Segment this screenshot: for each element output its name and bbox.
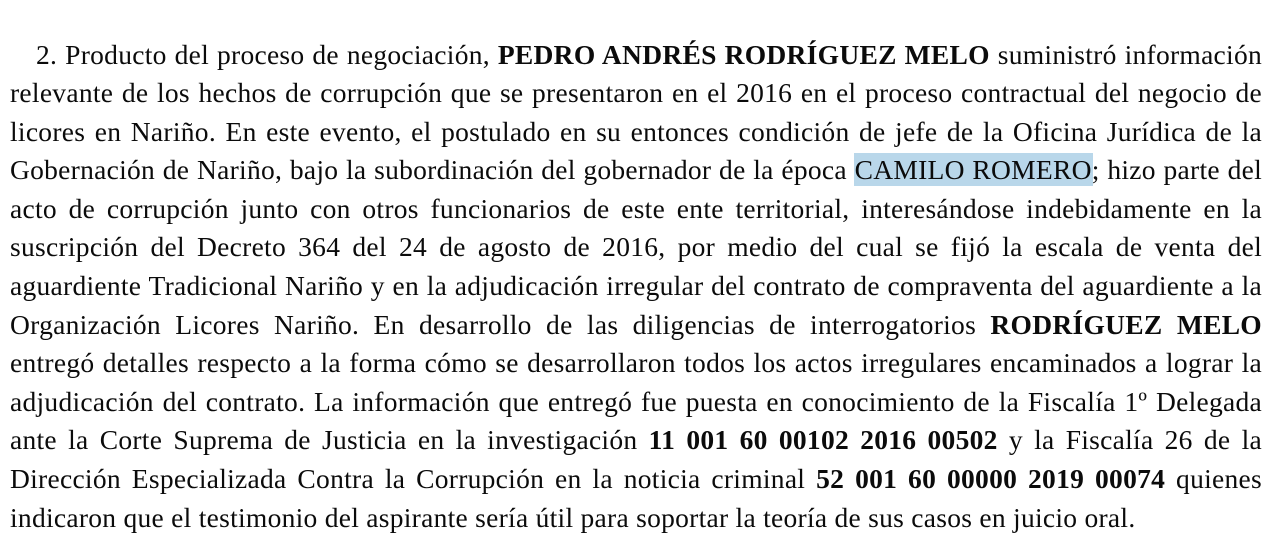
highlighted-text: CAMILO ROMERO — [855, 154, 1092, 185]
text-run: suministró información relevante de los hechos de corrupción que se presentaron en el 2016 en el proceso contractual del negocio de licores en Nariño. En este evento, el postulado en su entonces condición de jefe de la Oficina Jurídica de la Gobernación de Nariño, bajo la subordinación del gobernador de la época — [10, 39, 1262, 186]
text-run: entregó detalles respecto a la forma cómo se desarrollaron todos los actos irregulares encaminados a lograr la adjudicación del contrato. La información que entregó fue puesta en conocimiento de la Fiscalía 1º Delegada ante la Corte Suprema de Justicia en la investigación — [10, 347, 1262, 455]
emphasized-text: 52 001 60 00000 2019 00074 — [816, 463, 1165, 494]
paragraph-number: 2. — [36, 39, 57, 70]
text-run: Producto del proceso de negociación, — [65, 39, 498, 70]
text-run: quienes indicaron que el testimonio del aspirante sería útil para soportar la teoría de sus casos en juicio oral. — [10, 463, 1262, 533]
emphasized-text: RODRÍGUEZ MELO — [990, 309, 1262, 340]
text-run: y la Fiscalía 26 de la Dirección Especializada Contra la Corrupción en la noticia criminal — [10, 424, 1262, 494]
text-run: ; hizo parte del acto de corrupción junto con otros funcionarios de este ente territorial, interesándose indebidamente en la suscripción del Decreto 364 del 24 de agosto de 2016, por medio del cual se fijó la escala de venta del aguardiente Tradicional Nariño y en la adjudicación irregular del contrato de compraventa del aguardiente a la Organización Licores Nariño. En desarrollo de las diligencias de interrogatorios — [10, 154, 1262, 339]
emphasized-text: PEDRO ANDRÉS RODRÍGUEZ MELO — [498, 39, 990, 70]
emphasized-text: 11 001 60 00102 2016 00502 — [649, 424, 998, 455]
paragraph-body — [10, 36, 1262, 537]
paragraph-text — [10, 39, 1262, 533]
